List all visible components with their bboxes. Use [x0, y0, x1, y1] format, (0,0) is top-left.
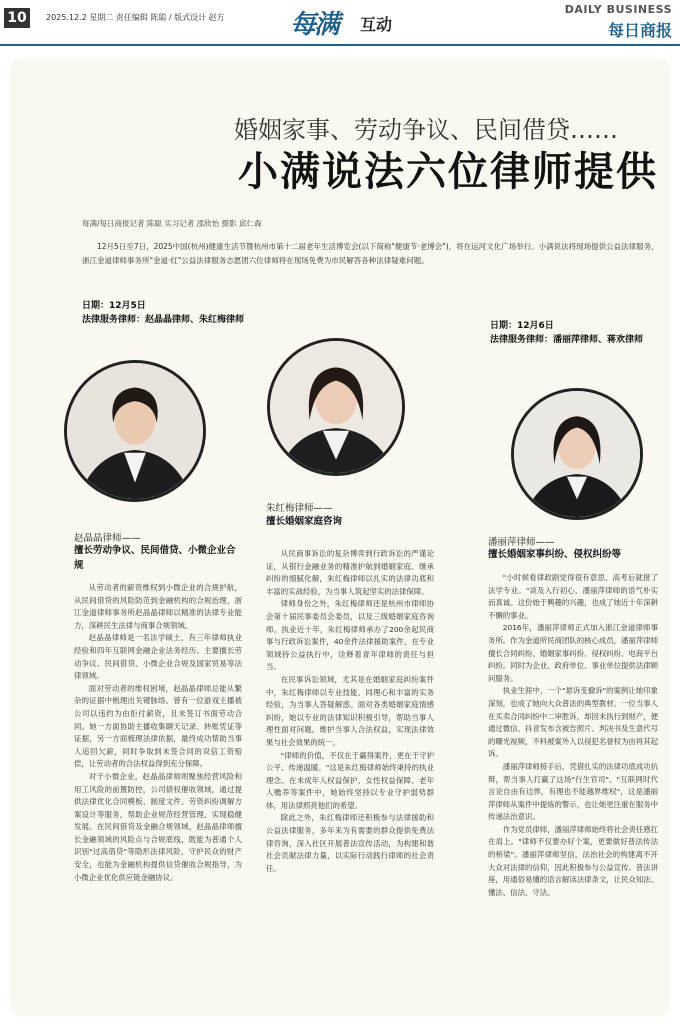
day1-date: 日期：12月5日 [82, 301, 146, 311]
pan-name: 潘丽萍律师—— [488, 537, 555, 548]
pan-body [488, 572, 658, 899]
portrait-zhu [267, 338, 405, 476]
portrait-pan [511, 388, 643, 520]
zhao-paragraph: 面对劳动者的维权困境，赵晶晶律师总能从繁杂的证据中梳理出关键脉络。曾有一位游戏主播被公司以违约为由拒付薪资，且未签订书面劳动合同。她一方面协助主播收集聊天记录、转账凭证等证据，另一方面梳理法律依据，最终成功帮助当事人追回欠薪，同时争取到未签合同的双倍工资赔偿，让劳动者的合法权益得到充分保障。 [74, 683, 242, 769]
masthead-rule [0, 44, 680, 46]
portrait-pan-image [514, 391, 640, 517]
zhu-name: 朱红梅律师—— [266, 503, 333, 514]
portrait-zhu-image [270, 341, 402, 473]
pan-paragraph: 潘丽萍律师接手后，凭借扎实的法律功底成功抗辩，帮当事人打赢了这场"行生官司"。"互联网时代言论自由有边界，有理也不能越界维权"，这是潘丽萍律师从案件中提炼的警示，也让她更注重在服务中传递法治意识。 [488, 761, 659, 822]
paper-name-en: DAILY BUSINESS [564, 3, 672, 16]
headline: 小满说法六位律师提供 [238, 149, 658, 195]
zhao-paragraph: 赵晶晶律师是一名法学硕士，有三年律师执业经验和四年互联网金融企业法务经历。主要擅长劳动争议、民间借贷、小微企业合规及国家贸易等法律领域。 [74, 633, 242, 681]
section-name: 互动 [360, 15, 393, 34]
section-logo [290, 4, 418, 42]
pan-paragraph: 2016年，潘丽萍律师正式加入浙江金道律师事务所。作为金道所民商团队的核心成员，潘丽萍律师擅长合同纠纷、婚姻家事纠纷、侵权纠纷、电商平台纠纷。同时为企业、政府单位、事业单位提供法律顾问服务。 [488, 623, 658, 683]
paper-name-cn: 每日商报 [607, 21, 672, 40]
zhu-paragraph: "律师的价值，不仅在于赢得案件，更在于守护公平、传递温暖。"这是朱红梅律师始终秉持的执业理念。在未成年人权益保护、女性权益保障、老年人赡养等案件中，她始终坚持以专业守护弱势群体，用法律照亮他们的希望。 [266, 750, 434, 810]
sub-headline: 婚姻家事、劳动争议、民间借贷…… [234, 116, 618, 144]
day1-lawyers: 法律服务律师：赵晶晶律师、朱红梅律师 [82, 315, 245, 325]
zhao-specialty: 擅长劳动争议、民间借贷、小微企业合规 [74, 545, 236, 571]
day2-lawyers: 法律服务律师：潘丽萍律师、蒋欢律师 [490, 335, 644, 345]
zhu-paragraph: 从民商事诉讼的复杂博弈到行政诉讼的严谨论证，从银行金融业务的精准护航到婚姻家庭、继承纠纷的细腻化解，朱红梅律师以扎实的法律功底和丰富的实战经验，为当事人筑起坚实的法律保障。 [266, 549, 434, 596]
zhao-body [74, 582, 242, 884]
day2-date: 日期：12月6日 [490, 321, 554, 331]
zhu-paragraph: 除此之外，朱红梅律师还积极参与法律援助和公益法律服务，多年来为有需要的群众提供免费法律咨询，深入社区开展普法宣传活动，为构建和谐社会贡献法律力量，以实际行动践行律师的社会责任。 [266, 813, 434, 873]
zhao-name: 赵晶晶律师—— [74, 533, 141, 544]
portrait-zhao [64, 360, 206, 502]
page-number: 10 [4, 8, 30, 28]
zhu-paragraph: 律师身份之外，朱红梅律师还是杭州市律师协会第十届民事委员会委员，以及三级婚姻家庭咨询师。执业近十年，朱红梅律师承办了200余起民商事与行政诉讼案件，40余件法律援助案件，在专业领域持公益执行中，诠释着青年律师的责任与担当。 [266, 599, 434, 672]
byline: 每满/每日商报记者 陈聪 实习记者 邵欣怡 摄影 邱仁森 [82, 219, 262, 228]
pan-paragraph: "小时候看律政剧觉得很有意思，高考后就报了法学专业。"谈及入行初心，潘丽萍律师的语气朴实而真诚。这份始于興趣的兴趣，也成了她近十年深耕不懈的事业。 [488, 573, 658, 620]
pan-paragraph: 执业生涯中，一个"悬诉变撤诉"的案例让她印象深刻，也成了她向大众普法的典型教材。一位当事人在买卖合同纠纷中二审胜诉，却因未执行到财产，便通过微信、抖音发布含被告照片、判决书及生意代号的曝光视频，不料被案外人以侵犯名誉权为由将其起诉。 [488, 686, 658, 759]
pan-paragraph: 作为党员律师，潘丽萍律师始终将社会责任感扛在肩上。"律师不仅要办好个案，更要做好普法传法的桥梁"。潘丽萍律师坚信，法治社会的构建离不开大众对法律的信仰，因此积极参与公益宣传、普法讲座，用通俗易懂的语言解读法律条文，让民众知法、懂法、信法、守法。 [488, 824, 659, 897]
masthead [0, 0, 680, 48]
zhao-paragraph: 对于小微企业，赵晶晶律师则聚焦经营风险和用工风险的前置防控，公司债权催收领域，通过提供法律优化合同模板、制度文件、劳资纠纷调解方案设计等服务，帮助企业规范经营管理，实现稳健发展。在民间借贷及金融合规领域，赵晶晶律师擅长金融领域的风险点与合规底线，既能为普通个人识别"过高借贷"等隐形法律风险，守护民众的财产安全，也能为金融机构提供信贷催收合规指导，为小微企业优化供应链金融协议。 [74, 771, 242, 882]
zhu-paragraph: 在民事诉讼领域，尤其是在婚姻家庭纠纷案件中，朱红梅律师以专业技能、同理心和丰富的实务经验，为当事人答疑解惑。面对各类婚姻家庭情感纠纷，她以专业的法律知识积极引导，帮助当事人理性面对问题，维护当事人合法权益，实现法律效果与社会效果的统一。 [266, 674, 434, 747]
section-logo-mark: 每满 [290, 10, 339, 40]
lead-paragraph: 12月5日至7日，2025中国(杭州)健康生活节暨杭州市第十二届老年生活博览会(以下简称"健康节·老博会")，将在运河文化广场举行。小满说法将现场提供公益法律服务，浙江金道律师事务所"金道·红"公益法律服务志愿团六位律师将在现场免费为市民解答各种法律疑难问题。 [82, 242, 659, 265]
zhu-body [266, 548, 434, 875]
zhu-specialty: 擅长婚姻家庭咨询 [266, 516, 343, 527]
portrait-zhao-image [67, 363, 203, 499]
dateline: 2025.12.2 星期二 责任编辑 陈聪 / 版式设计 赵方 [46, 13, 225, 22]
zhao-paragraph: 从劳动者的薪资维权到小微企业的合规护航，从民间借贷的风险防范到金融机构的合规治理，浙江金道律师事务所赵晶晶律师以精准的法律专业能力，深耕民生法律与商事合规领域。 [74, 583, 242, 630]
pan-specialty: 擅长婚姻家事纠纷、侵权纠纷等 [488, 549, 622, 560]
